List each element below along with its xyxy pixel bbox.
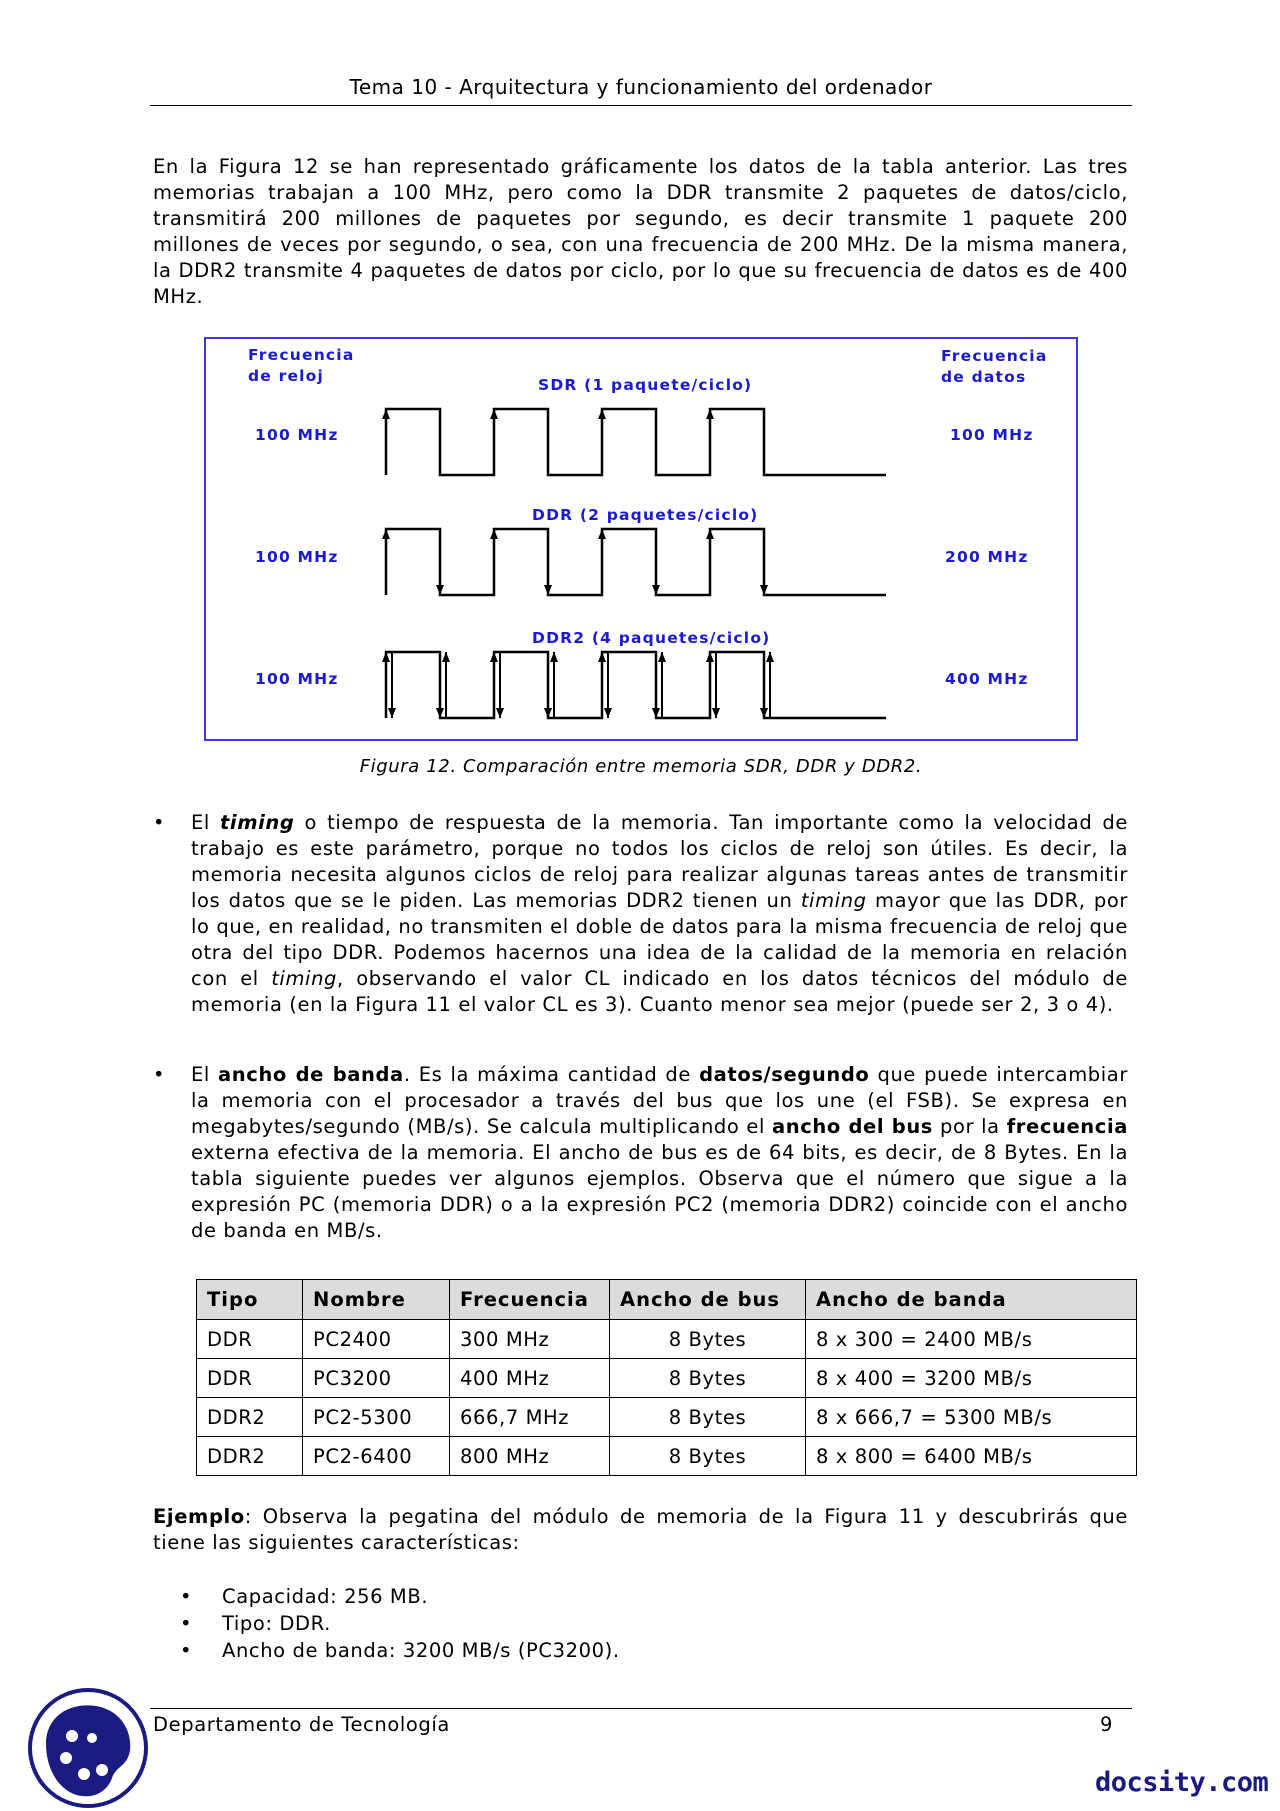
cell-frecuencia: 400 MHz	[450, 1359, 610, 1398]
bullet-dot: •	[153, 1063, 166, 1086]
waveform-row-2	[386, 652, 886, 718]
cell-tipo: DDR	[197, 1359, 303, 1398]
ddr-title: DDR (2 paquetes/ciclo)	[532, 506, 759, 524]
sdr-title: SDR (1 paquete/ciclo)	[538, 376, 753, 394]
arrow-extra-rise-row2-c2-head	[604, 708, 612, 718]
bullet-bandwidth: • El ancho de banda. Es la máxima cantidad de datos/segundo que puede intercambiar la memoria con el procesador a través del bus que los une (el FSB). Se expresa en megabytes/segundo (MB/s). Se calcula multiplicando el ancho del bus por la frecuencia externa efectiva de la memoria. El ancho de bus es de 64 bits, es decir, de 8 Bytes. En la tabla siguiente puedes ver algunos ejemplos. Observa que el número que sigue a la expresión PC (memoria DDR) o a la expresión PC2 (memoria DDR2) coincide con el ancho de banda en MB/s.	[153, 1063, 1128, 1242]
arrow-rise-row2-c2-head	[598, 652, 606, 662]
list-item: • Tipo: DDR.	[180, 1612, 331, 1635]
cell-nombre: PC2-6400	[303, 1437, 450, 1476]
example-paragraph: Ejemplo: Observa la pegatina del módulo de memoria de la Figura 11 y descubrirás que tiene las siguientes características:	[153, 1505, 1128, 1554]
arrow-rise-row1-c3-head	[706, 529, 714, 539]
waveform-row-1	[386, 529, 886, 595]
table-header-row	[197, 1280, 1137, 1320]
bullet-dot: •	[153, 811, 166, 834]
arrow-rise-row2-c0-head	[382, 652, 390, 662]
department-logo-icon	[22, 1682, 150, 1810]
header-nombre: Nombre	[303, 1280, 450, 1320]
waveform-row-0	[386, 409, 886, 475]
intro-paragraph: En la Figura 12 se han representado gráficamente los datos de la tabla anterior. Las tres memorias trabajan a 100 MHz, pero como la DDR transmite 2 paquetes de datos/ciclo, transmitirá 200 millones de paquetes por segundo, es decir transmite 1 paquete 200 millones de veces por segundo, o sea, con una frecuencia de 200 MHz. De la misma manera, la DDR2 transmite 4 paquetes de datos por ciclo, por lo que su frecuencia de datos es de 400 MHz.	[153, 155, 1128, 308]
arrow-extra-rise-row2-c3-head	[712, 708, 720, 718]
arrow-fall-row1-c1-head	[544, 585, 552, 595]
arrow-rise-row1-c1-head	[490, 529, 498, 539]
cell-ancho-banda: 8 x 666,7 = 5300 MB/s	[806, 1398, 1137, 1437]
cell-tipo: DDR2	[197, 1398, 303, 1437]
cell-ancho-bus: 8 Bytes	[610, 1359, 806, 1398]
sdr-clock-label: 100 MHz	[255, 426, 339, 444]
cell-nombre: PC2-5300	[303, 1398, 450, 1437]
arrow-rise-row0-c2-head	[598, 409, 606, 419]
table-row	[197, 1359, 1137, 1398]
ddr-data-label: 200 MHz	[945, 548, 1029, 566]
waveform-diagram	[206, 339, 1076, 739]
arrow-fall-row2-c3-head	[760, 708, 768, 718]
arrow-rise-row2-c3-head	[706, 652, 714, 662]
cell-nombre: PC2400	[303, 1320, 450, 1359]
arrow-extra-rise-row2-c0-head	[388, 708, 396, 718]
figure-caption: Figura 12. Comparación entre memoria SDR, DDR y DDR2.	[359, 756, 923, 777]
arrow-rise-row0-c3-head	[706, 409, 714, 419]
cell-ancho-banda: 8 x 800 = 6400 MB/s	[806, 1437, 1137, 1476]
table-row	[197, 1437, 1137, 1476]
arrow-extra-fall-row2-c2-head	[658, 652, 666, 662]
ddr2-data-label: 400 MHz	[945, 670, 1029, 688]
arrow-rise-row1-c2-head	[598, 529, 606, 539]
header-tipo: Tipo	[197, 1280, 303, 1320]
arrow-fall-row2-c1-head	[544, 708, 552, 718]
figure-right-header: Frecuencia de datos	[941, 347, 1048, 386]
footer-divider	[150, 1708, 1132, 1709]
table-row	[197, 1398, 1137, 1437]
cell-nombre: PC3200	[303, 1359, 450, 1398]
page-number: 9	[1100, 1713, 1113, 1736]
arrow-rise-row1-c0-head	[382, 529, 390, 539]
cell-ancho-bus: 8 Bytes	[610, 1320, 806, 1359]
arrow-extra-fall-row2-c3-head	[766, 652, 774, 662]
arrow-fall-row1-c0-head	[436, 585, 444, 595]
table-row	[197, 1320, 1137, 1359]
arrow-extra-fall-row2-c1-head	[550, 652, 558, 662]
ddr-clock-label: 100 MHz	[255, 548, 339, 566]
list-item: • Capacidad: 256 MB.	[180, 1585, 429, 1608]
header-ancho-banda: Ancho de banda	[806, 1280, 1137, 1320]
ddr2-title: DDR2 (4 paquetes/ciclo)	[532, 629, 771, 647]
header-frecuencia: Frecuencia	[450, 1280, 610, 1320]
memory-table	[196, 1279, 1137, 1476]
arrow-fall-row2-c0-head	[436, 708, 444, 718]
arrow-fall-row1-c3-head	[760, 585, 768, 595]
arrow-fall-row1-c2-head	[652, 585, 660, 595]
figure-left-header: Frecuencia de reloj	[248, 346, 355, 385]
arrow-rise-row0-c0-head	[382, 409, 390, 419]
cell-tipo: DDR	[197, 1320, 303, 1359]
sdr-data-label: 100 MHz	[950, 426, 1034, 444]
list-item: • Ancho de banda: 3200 MB/s (PC3200).	[180, 1639, 620, 1662]
cell-ancho-bus: 8 Bytes	[610, 1398, 806, 1437]
arrow-extra-rise-row2-c1-head	[496, 708, 504, 718]
cell-ancho-bus: 8 Bytes	[610, 1437, 806, 1476]
arrow-fall-row2-c2-head	[652, 708, 660, 718]
cell-frecuencia: 666,7 MHz	[450, 1398, 610, 1437]
arrow-rise-row2-c1-head	[490, 652, 498, 662]
footer-department: Departamento de Tecnología	[153, 1713, 450, 1736]
arrow-rise-row0-c1-head	[490, 409, 498, 419]
cell-frecuencia: 800 MHz	[450, 1437, 610, 1476]
example-list	[180, 1583, 620, 1664]
cell-ancho-banda: 8 x 300 = 2400 MB/s	[806, 1320, 1137, 1359]
watermark: docsity.com	[1095, 1767, 1269, 1798]
timing-term: timing	[220, 811, 295, 834]
example-label: Ejemplo	[153, 1505, 245, 1528]
cell-frecuencia: 300 MHz	[450, 1320, 610, 1359]
ddr2-clock-label: 100 MHz	[255, 670, 339, 688]
page-header: Tema 10 - Arquitectura y funcionamiento del ordenador	[150, 75, 1132, 106]
figure-12	[204, 337, 1078, 741]
bullet-timing: • El timing o tiempo de respuesta de la memoria. Tan importante como la velocidad de trabajo es este parámetro, porque no todos los ciclos de reloj son útiles. Es decir, la memoria necesita algunos ciclos de reloj para realizar algunas tareas antes de transmitir los datos que se le piden. Las memorias DDR2 tienen un timing mayor que las DDR, por lo que, en realidad, no transmiten el doble de datos para la misma frecuencia de reloj que otra del tipo DDR. Podemos hacernos una idea de la calidad de la memoria en relación con el timing, observando el valor CL indicado en los datos técnicos del módulo de memoria (en la Figura 11 el valor CL es 3). Cuanto menor sea mejor (puede ser 2, 3 o 4).	[153, 811, 1129, 1016]
arrow-extra-fall-row2-c0-head	[442, 652, 450, 662]
header-ancho-bus: Ancho de bus	[610, 1280, 806, 1320]
cell-tipo: DDR2	[197, 1437, 303, 1476]
cell-ancho-banda: 8 x 400 = 3200 MB/s	[806, 1359, 1137, 1398]
